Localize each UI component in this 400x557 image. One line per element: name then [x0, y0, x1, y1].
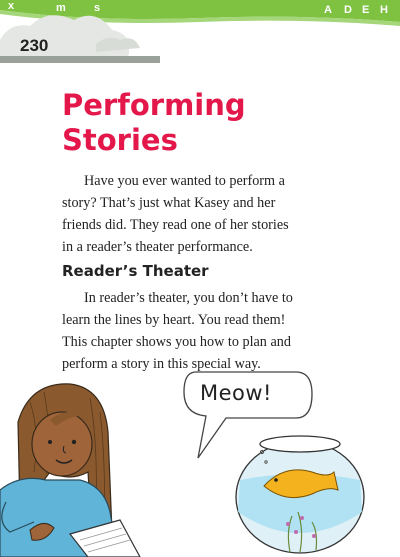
title-line: Stories	[62, 123, 178, 157]
text-line: in a reader’s theater performance.	[62, 239, 253, 255]
text-line: perform a story in this special way.	[62, 356, 261, 372]
banner-letter: D	[344, 4, 352, 16]
text-line: story? That’s just what Kasey and her	[62, 195, 276, 211]
banner-letter: s	[94, 2, 101, 14]
text-line: learn the lines by heart. You read them!	[62, 312, 286, 328]
section-heading: Reader’s Theater	[62, 262, 209, 280]
page-title	[62, 88, 246, 158]
banner-letter: H	[380, 4, 388, 16]
page-number: 230	[20, 36, 49, 55]
banner-letter: A	[324, 4, 332, 16]
banner-letter: x	[8, 0, 15, 12]
banner-letter: m	[56, 2, 66, 14]
text-line: Have you ever wanted to perform a	[84, 173, 285, 189]
speech-bubble-text: Meow!	[200, 381, 272, 405]
header-banner	[0, 0, 400, 70]
text-line: In reader’s theater, you don’t have to	[84, 290, 293, 306]
intro-paragraph	[62, 170, 384, 258]
banner-letter: E	[362, 4, 370, 16]
title-line: Performing	[62, 88, 246, 122]
text-line: This chapter shows you how to plan and	[62, 334, 291, 350]
text-line: friends did. They read one of her stories	[62, 217, 289, 233]
